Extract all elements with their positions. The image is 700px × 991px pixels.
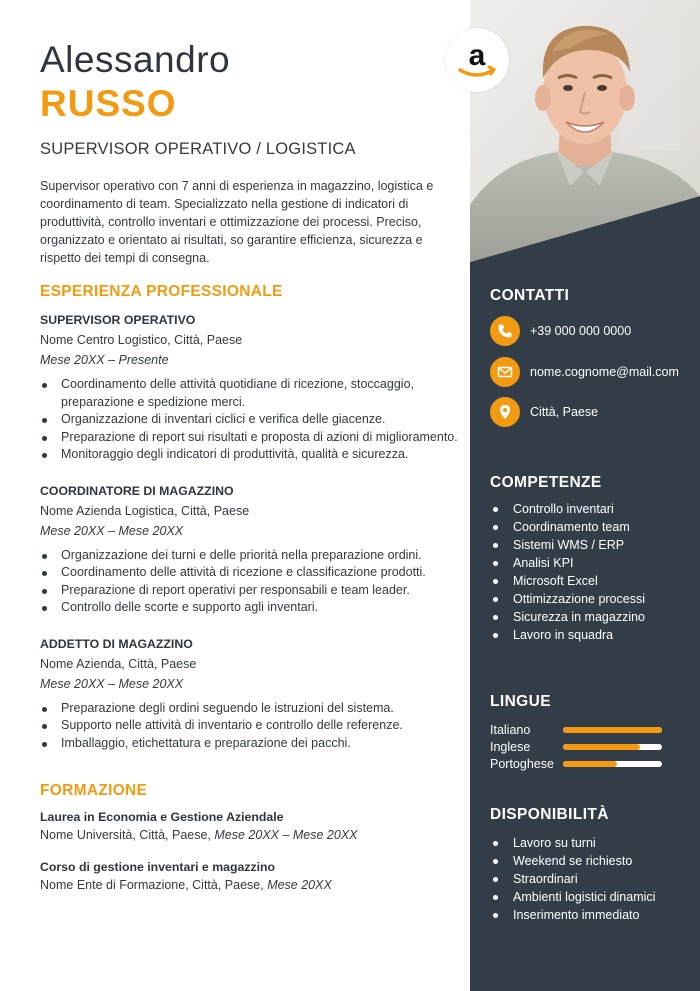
language-name: Inglese — [490, 740, 531, 754]
job-bullet: Supporto nelle attività di inventario e controllo delle referenze. — [40, 717, 460, 735]
job-bullets — [40, 376, 458, 464]
education-dates: Mese 20XX — [267, 878, 332, 892]
availability-list — [490, 834, 655, 924]
contact-email — [490, 357, 679, 387]
language-row — [490, 757, 662, 771]
language-row — [490, 740, 662, 754]
education-degree: Laurea in Economia e Gestione Aziendale — [40, 810, 284, 824]
job-dates: Mese 20XX – Mese 20XX — [40, 523, 184, 538]
job-entry — [40, 484, 446, 617]
language-level-fill — [563, 744, 640, 750]
experience-title: ESPERIENZA PROFESSIONALE — [40, 283, 283, 300]
job-bullet: Monitoraggio degli indicatori di produttività, qualità e sicurezza. — [40, 446, 460, 464]
education-degree: Corso di gestione inventari e magazzino — [40, 860, 276, 874]
languages-title: LINGUE — [490, 693, 551, 710]
availability-title: DISPONIBILITÀ — [490, 806, 609, 823]
job-bullet: Controllo delle scorte e supporto agli inventari. — [40, 599, 460, 617]
job-company: Nome Azienda Logistica, Città, Paese — [40, 503, 250, 518]
education-details — [40, 828, 446, 842]
first-name: Alessandro — [40, 39, 231, 80]
language-name: Portoghese — [490, 757, 554, 771]
availability-item: Straordinari — [490, 870, 655, 888]
job-bullet: Coordinamento delle attività di ricezione e classificazione prodotti. — [40, 564, 460, 582]
language-name: Italiano — [490, 723, 531, 737]
last-name: RUSSO — [40, 83, 177, 124]
education-place: Nome Ente di Formazione, Città, Paese, — [40, 878, 268, 892]
skills-list — [490, 500, 645, 644]
skill-item: Coordinamento team — [490, 518, 645, 536]
job-bullet: Organizzazione di inventari ciclici e verifica delle giacenze. — [40, 411, 460, 429]
skills-title: COMPETENZE — [490, 474, 602, 491]
profile-summary: Supervisor operativo con 7 anni di esperienza in magazzino, logistica e coordinamento di team. Specializzato nella gestione di indicatori di produttività, controllo inventari e ottimizzazione dei processi. Preciso, organizzato e orientato ai risultati, so garantire efficienza, sicurezza e rispetto dei tempi di consegna. — [40, 179, 434, 265]
job-bullet: Organizzazione dei turni e delle priorità nella preparazione ordini. — [40, 547, 460, 565]
location: Città, Paese — [530, 405, 599, 419]
job-bullets — [40, 700, 446, 753]
location-pin-icon — [490, 397, 520, 427]
job-dates: Mese 20XX – Mese 20XX — [40, 676, 184, 691]
contact-phone — [490, 316, 631, 346]
job-dates: Mese 20XX – Presente — [40, 353, 169, 367]
availability-item: Lavoro su turni — [490, 834, 655, 852]
availability-item: Ambienti logistici dinamici — [490, 888, 655, 906]
education-entry — [40, 860, 446, 892]
job-bullet: Preparazione degli ordini seguendo le istruzioni del sistema. — [40, 700, 460, 718]
amazon-logo-icon — [445, 28, 509, 92]
mail-icon — [490, 357, 520, 387]
phone-number: +39 000 000 0000 — [530, 324, 632, 338]
language-level-fill — [563, 727, 662, 733]
skill-item: Analisi KPI — [490, 554, 645, 572]
sidebar — [470, 0, 700, 991]
job-bullet: Coordinamento delle attività quotidiane di ricezione, stoccaggio, preparazione e spedizione merci. — [40, 376, 460, 411]
availability-item: Inserimento immediato — [490, 906, 655, 924]
education-entry — [40, 810, 446, 842]
job-entry — [40, 313, 458, 464]
job-title: SUPERVISOR OPERATIVO / LOGISTICA — [40, 140, 356, 158]
availability-item: Weekend se richiesto — [490, 852, 655, 870]
language-level-fill — [563, 761, 617, 767]
amazon-logo — [445, 28, 509, 92]
job-bullet: Preparazione di report sui risultati e proposta di azioni di miglioramento. — [40, 429, 460, 447]
job-role: SUPERVISOR OPERATIVO — [40, 313, 196, 327]
language-level-bar — [563, 727, 662, 733]
contacts-title: CONTATTI — [490, 287, 570, 304]
job-role: COORDINATORE DI MAGAZZINO — [40, 483, 234, 498]
skill-item: Lavoro in squadra — [490, 626, 645, 644]
language-level-bar — [563, 761, 662, 767]
language-level-bar — [563, 744, 662, 750]
phone-icon — [490, 316, 520, 346]
skill-item: Ottimizzazione processi — [490, 590, 645, 608]
job-company: Nome Centro Logistico, Città, Paese — [40, 333, 243, 347]
education-title: FORMAZIONE — [40, 782, 148, 799]
skill-item: Microsoft Excel — [490, 572, 645, 590]
language-row — [490, 723, 662, 737]
skill-item: Controllo inventari — [490, 500, 645, 518]
job-entry — [40, 637, 446, 753]
job-company: Nome Azienda, Città, Paese — [40, 656, 197, 671]
job-role: ADDETTO DI MAGAZZINO — [40, 636, 193, 651]
education-place: Nome Università, Città, Paese, — [40, 828, 215, 842]
education-dates: Mese 20XX – Mese 20XX — [214, 828, 358, 842]
skill-item: Sistemi WMS / ERP — [490, 536, 645, 554]
contact-location — [490, 397, 598, 427]
job-bullet: Preparazione di report operativi per responsabili e team leader. — [40, 582, 460, 600]
svg-text:a: a — [468, 39, 486, 72]
email-address: nome.cognome@mail.com — [530, 365, 679, 379]
skill-item: Sicurezza in magazzino — [490, 608, 645, 626]
job-bullet: Imballaggio, etichettatura e preparazione dei pacchi. — [40, 735, 460, 753]
job-bullets — [40, 547, 446, 617]
education-details — [40, 878, 446, 892]
